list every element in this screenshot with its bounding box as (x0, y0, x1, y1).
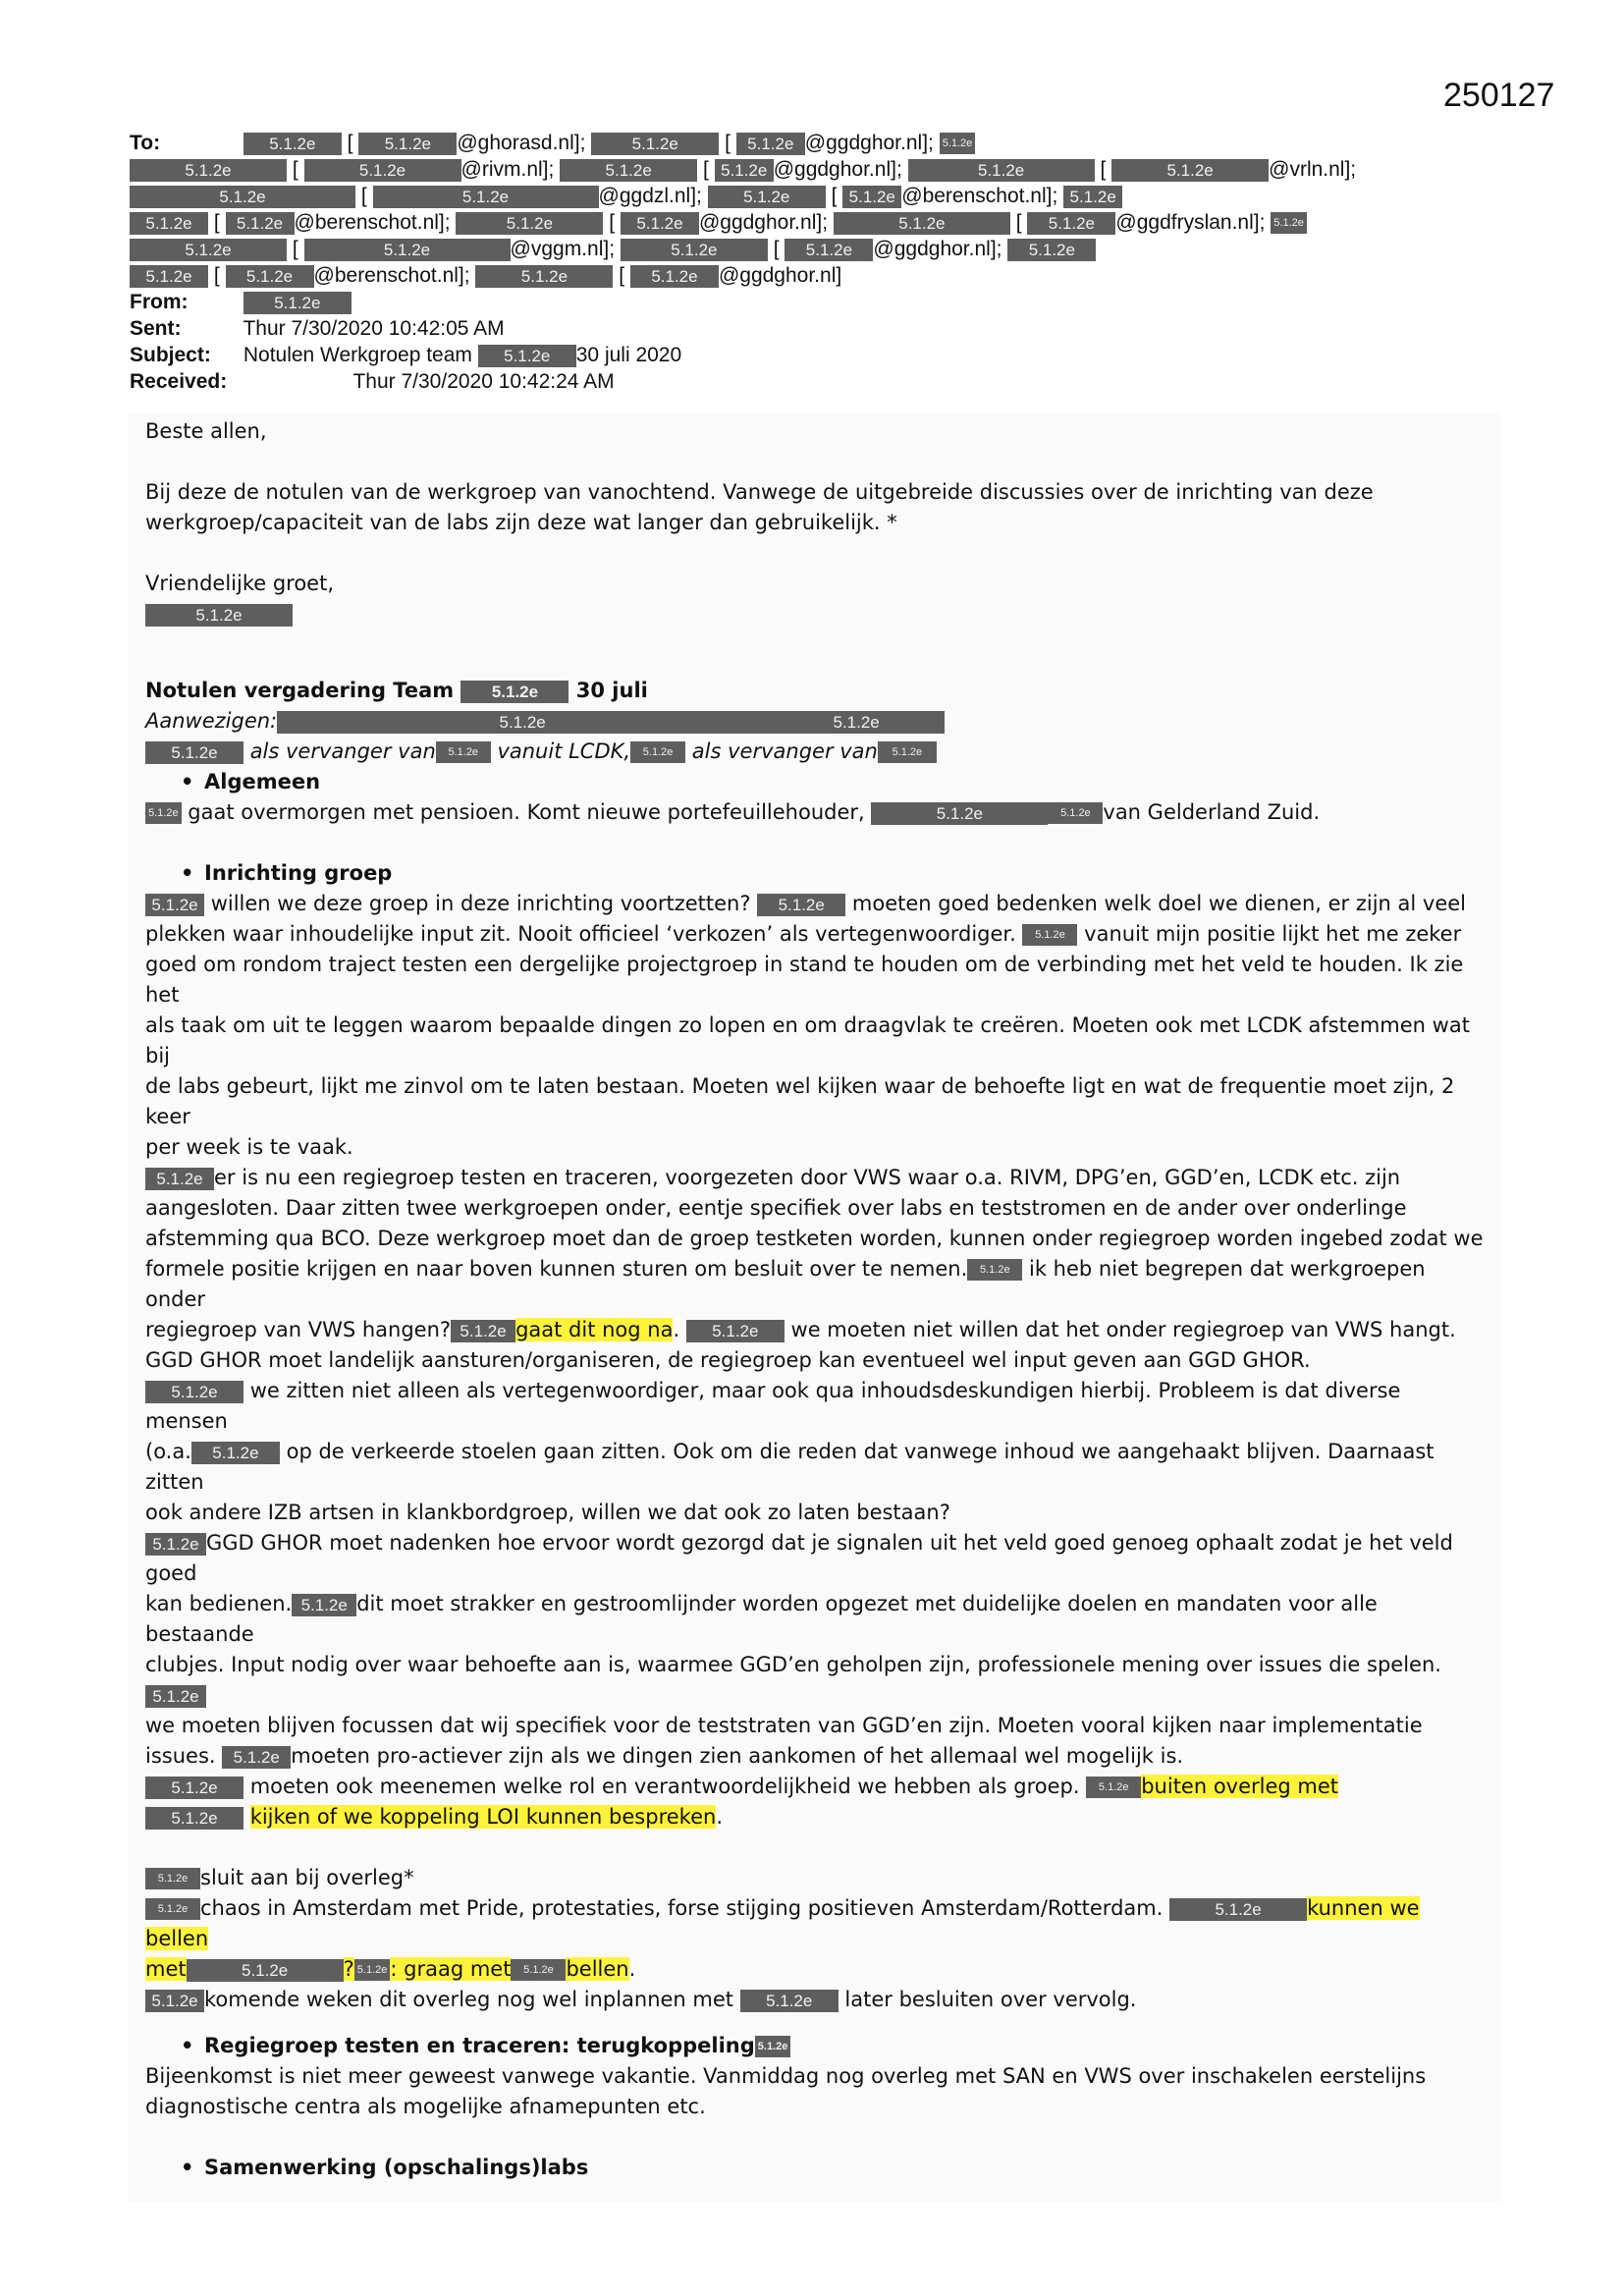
redaction: 5.1.2e (908, 159, 1095, 182)
paragraph-line: we moeten blijven focussen dat wij specifiek voor de teststraten van GGD’en zijn. Moeten vooral kijken naar implementatie (145, 1714, 1423, 1737)
email-domain: @ggdghor.nl]; (773, 158, 902, 181)
intro-line: werkgroep/capaciteit van de labs zijn deze wat langer dan gebruikelijk. * (145, 511, 897, 534)
paragraph-line: goed om rondom traject testen een dergelijke projectgroep in stand te houden om de verbinding met het veld te houden. Ik zie het (145, 953, 1464, 1007)
paragraph-line: issues. 5.1.2e moeten pro-actiever zijn als we dingen zien aankomen of het allemaal wel mogelijk is. (145, 1744, 1184, 1768)
redaction: 5.1.2e (460, 681, 568, 703)
redaction: 5.1.2e (621, 239, 768, 261)
redaction: 5.1.2e (768, 711, 945, 734)
redaction: 5.1.2e (145, 1777, 244, 1799)
paragraph-line: 5.1.2e gaat overmorgen met pensioen. Komt nieuwe portefeuillehouder, 5.1.2e 5.1.2e van Gelderland Zuid. (145, 797, 1485, 828)
redaction: 5.1.2e (145, 894, 204, 916)
redaction: 5.1.2e (736, 133, 805, 155)
redaction: 5.1.2e (373, 186, 599, 208)
redaction: 5.1.2e (757, 894, 845, 916)
redaction: 5.1.2e (1111, 159, 1269, 182)
redaction: 5.1.2e (1271, 212, 1307, 234)
redaction: 5.1.2e (842, 186, 901, 208)
redaction: 5.1.2e (834, 212, 1010, 235)
redaction: 5.1.2e (354, 1959, 391, 1981)
redaction: 5.1.2e (715, 159, 774, 182)
redaction: 5.1.2e (871, 802, 1048, 825)
redaction: 5.1.2e (785, 239, 873, 261)
redaction: 5.1.2e (686, 1320, 785, 1342)
redaction: 5.1.2e (145, 1868, 200, 1889)
section-heading-algemeen: • Algemeen (145, 767, 1485, 797)
redaction: 5.1.2e (244, 133, 342, 155)
closing: Vriendelijke groet, (145, 572, 335, 595)
highlighted-text: bellen (566, 1957, 629, 1981)
email-body (128, 412, 1502, 2203)
redaction: 5.1.2e (226, 212, 295, 235)
paragraph-line: aangesloten. Daar zitten twee werkgroepen onder, eentje specifiek over labs en teststromen en de ander over onderlinge (145, 1196, 1407, 1220)
redaction: 5.1.2e (456, 212, 603, 235)
redaction: 5.1.2e (591, 133, 719, 155)
to-line-1: To: 5.1.2e [ 5.1.2e @ghorasd.nl]; 5.1.2e [ 5.1.2e @ggdghor.nl]; 5.1.2e (130, 130, 1504, 156)
redaction: 5.1.2e (130, 159, 287, 182)
redaction: 5.1.2e (630, 265, 719, 288)
redaction: 5.1.2e (940, 133, 976, 154)
redaction: 5.1.2e (1086, 1777, 1141, 1798)
redaction: 5.1.2e (436, 741, 491, 763)
email-domain: @vggm.nl]; (510, 238, 616, 260)
redaction: 5.1.2e (967, 1259, 1022, 1281)
highlighted-text: met (145, 1957, 187, 1981)
redaction: 5.1.2e (145, 1807, 244, 1830)
redaction: 5.1.2e (1169, 1898, 1307, 1921)
email-domain: @rivm.nl]; (460, 158, 555, 181)
redaction: 5.1.2e (358, 133, 457, 155)
sent-value: Thur 7/30/2020 10:42:05 AM (243, 317, 505, 340)
to-line-2: 5.1.2e [ 5.1.2e @rivm.nl]; 5.1.2e [ 5.1.2e @ggdghor.nl]; 5.1.2e [ 5.1.2e @vrln.nl]; (130, 156, 1504, 183)
redaction: 5.1.2e (1027, 212, 1115, 235)
to-line-3: 5.1.2e [ 5.1.2e @ggdzl.nl]; 5.1.2e [ 5.1.2e @berenschot.nl]; 5.1.2e (130, 183, 1504, 209)
paragraph-line: ook andere IZB artsen in klankbordgroep, willen we dat ook zo laten bestaan? (145, 1501, 950, 1524)
from-label: From: (130, 291, 189, 313)
received-label: Received: (130, 370, 228, 393)
paragraph-line: plekken waar inhoudelijke input zit. Nooit officieel ‘verkozen’ als vertegenwoordiger. 5.1.2e vanuit mijn positie lijkt het me zeker (145, 922, 1462, 946)
from-line (130, 289, 1504, 315)
redaction: 5.1.2e (630, 741, 685, 763)
redaction: 5.1.2e (708, 186, 826, 208)
paragraph-line: 5.1.2e moeten ook meenemen welke rol en verantwoordelijkheid we hebben als groep. 5.1.2e buiten overleg met (145, 1772, 1485, 1802)
redaction: 5.1.2e (145, 1168, 214, 1190)
email-domain: @berenschot.nl]; (901, 185, 1058, 207)
redaction: 5.1.2e (1048, 802, 1103, 824)
paragraph-line: formele positie krijgen en naar boven kunnen sturen om besluit over te nemen. 5.1.2e ik heb niet begrepen dat werkgroepen onder (145, 1257, 1426, 1311)
redaction: 5.1.2e (478, 345, 576, 367)
document-id: 250127 (1443, 77, 1555, 114)
paragraph-line: regiegroep van VWS hangen? 5.1.2e gaat dit nog na. 5.1.2e we moeten niet willen dat het onder regiegroep van VWS hangt. (145, 1318, 1456, 1341)
paragraph-line: Bijeenkomst is niet meer geweest vanwege vakantie. Vanmiddag nog overleg met SAN en VWS over inschakelen eerstelijns (145, 2064, 1427, 2088)
redaction: 5.1.2e (292, 1594, 356, 1616)
subject-suffix: 30 juli 2020 (575, 344, 682, 366)
paragraph-line: 5.1.2e we zitten niet alleen als vertegenwoordiger, maar ook qua inhoudsdeskundigen hierbij. Probleem is dat diverse mensen (145, 1379, 1401, 1433)
redaction: 5.1.2e (130, 265, 208, 288)
substitutes-line: 5.1.2e als vervanger van 5.1.2e vanuit LCDK, 5.1.2e als vervanger van 5.1.2e (145, 737, 1485, 767)
paragraph-line: GGD GHOR moet landelijk aansturen/organiseren, de regiegroep kan eventueel wel input geven aan GGD GHOR. (145, 1348, 1311, 1372)
email-domain: @berenschot.nl]; (313, 264, 470, 287)
redaction: 5.1.2e (560, 159, 697, 182)
paragraph-line: als taak om uit te leggen waarom bepaalde dingen zo lopen en om draagvlak te creëren. Moeten ook met LCDK afstemmen wat bij (145, 1013, 1470, 1067)
to-label: To: (130, 132, 161, 154)
signature-redaction: 5.1.2e (145, 604, 293, 627)
email-domain: @ghorasd.nl]; (457, 132, 586, 154)
paragraph-line: 5.1.2e chaos in Amsterdam met Pride, protestaties, forse stijging positieven Amsterdam/Rotterdam. 5.1.2e kunnen we bellen (145, 1896, 1420, 1950)
redaction: 5.1.2e (740, 1990, 839, 2012)
section-heading-inrichting: • Inrichting groep (145, 858, 1485, 889)
email-domain: @ggdzl.nl]; (598, 185, 702, 207)
paragraph-line: 5.1.2e komende weken dit overleg nog wel inplannen met 5.1.2e later besluiten over vervolg. (145, 1985, 1485, 2015)
redaction: 5.1.2e (451, 1320, 515, 1342)
redaction: 5.1.2e (187, 1959, 344, 1982)
redaction: 5.1.2e (226, 265, 314, 288)
email-domain: @ggdghor.nl] (718, 264, 842, 287)
paragraph-line: 5.1.2e GGD GHOR moet nadenken hoe ervoor wordt gezorgd dat je signalen uit het veld goed genoeg ophaalt zodat je het veld goed (145, 1531, 1453, 1585)
sent-label: Sent: (130, 317, 182, 340)
highlighted-text: : graag met (390, 1957, 512, 1981)
redaction: 5.1.2e (755, 2036, 791, 2057)
redaction: 5.1.2e (145, 1533, 206, 1556)
redaction: 5.1.2e (145, 1381, 244, 1403)
redaction: 5.1.2e (475, 265, 613, 288)
redaction: 5.1.2e (130, 239, 287, 261)
highlighted-text: buiten overleg met (1141, 1775, 1339, 1798)
paragraph-line: de labs gebeurt, lijkt me zinvol om te laten bestaan. Moeten wel kijken waar de behoefte ligt en wat de frequentie moet zijn, 2 keer (145, 1074, 1455, 1128)
paragraph-line: clubjes. Input nodig over waar behoefte aan is, waarmee GGD’en geholpen zijn, professionele mening over issues die spelen.5.1.2e (145, 1653, 1441, 1706)
received-line (130, 368, 1504, 395)
subject-line (130, 342, 1504, 368)
redaction: 5.1.2e (1022, 924, 1077, 946)
redaction: 5.1.2e (277, 711, 768, 734)
to-line-5: 5.1.2e [ 5.1.2e @vggm.nl]; 5.1.2e [ 5.1.2e @ggdghor.nl]; 5.1.2e (130, 236, 1504, 262)
section-heading-labs: • Samenwerking (opschalings)labs (145, 2153, 1485, 2183)
redaction: 5.1.2e (145, 1990, 204, 2012)
redaction: 5.1.2e (145, 1898, 200, 1920)
redaction: 5.1.2e (621, 212, 699, 235)
minutes-title: Notulen vergadering Team 5.1.2e 30 juli (145, 679, 648, 702)
subject-prefix: Notulen Werkgroep team (243, 344, 472, 366)
email-domain: @berenschot.nl]; (294, 211, 451, 234)
redaction: 5.1.2e (191, 1442, 280, 1464)
subject-label: Subject: (130, 344, 211, 366)
greeting: Beste allen, (145, 419, 267, 443)
intro-line: Bij deze de notulen van de werkgroep van vanochtend. Vanwege de uitgebreide discussies over de inrichting van deze (145, 480, 1374, 504)
redaction: 5.1.2e (145, 802, 182, 824)
paragraph-line: per week is te vaak. (145, 1135, 353, 1159)
redaction: 5.1.2e (304, 239, 511, 261)
redaction: 5.1.2e (304, 159, 461, 182)
redaction: 5.1.2e (222, 1746, 291, 1769)
email-domain: @ggdfryslan.nl]; (1115, 211, 1266, 234)
attendees-line: Aanwezigen: 5.1.2e 5.1.2e (145, 706, 1485, 737)
sent-line (130, 315, 1504, 342)
paragraph-line: 5.1.2e willen we deze groep in deze inrichting voortzetten? 5.1.2e moeten goed bedenken welk doel we dienen, er zijn al veel (145, 889, 1485, 919)
paragraph-line: (o.a. 5.1.2e op de verkeerde stoelen gaan zitten. Ook om die reden dat vanwege inhoud we aangehaakt blijven. Daarnaast zitten (145, 1440, 1435, 1494)
to-line-6: 5.1.2e [ 5.1.2e @berenschot.nl]; 5.1.2e [ 5.1.2e @ggdghor.nl] (130, 262, 1504, 289)
highlighted-text: gaat dit nog na (515, 1318, 674, 1341)
email-domain: @ggdghor.nl]; (698, 211, 829, 234)
section-heading-regiegroep: • Regiegroep testen en traceren: terugkoppeling 5.1.2e (145, 2031, 1485, 2061)
paragraph-line: kan bedienen. 5.1.2e dit moet strakker en gestroomlijnder worden opgezet met duidelijke doelen en mandaten voor alle bestaande (145, 1592, 1378, 1646)
to-line-4: 5.1.2e [ 5.1.2e @berenschot.nl]; 5.1.2e [ 5.1.2e @ggdghor.nl]; 5.1.2e [ 5.1.2e @ggdfryslan.nl]; 5.1.2e (130, 209, 1504, 236)
redaction: 5.1.2e (244, 292, 352, 314)
redaction: 5.1.2e (130, 186, 355, 208)
email-header (130, 130, 1504, 395)
redaction: 5.1.2e (1063, 186, 1122, 208)
received-value: Thur 7/30/2020 10:42:24 AM (352, 370, 615, 393)
redaction: 5.1.2e (878, 741, 937, 763)
paragraph-line: diagnostische centra als mogelijke afnamepunten etc. (145, 2095, 706, 2118)
paragraph-line: afstemming qua BCO. Deze werkgroep moet dan de groep testketen worden, kunnen onder regiegroep worden ingebed zodat we (145, 1227, 1484, 1250)
paragraph-line: met 5.1.2e ? 5.1.2e : graag met 5.1.2e bellen. (145, 1957, 636, 1981)
redaction: 5.1.2e (130, 212, 208, 235)
highlighted-text: kijken of we koppeling LOI kunnen bespreken (249, 1805, 717, 1829)
email-domain: @vrln.nl]; (1269, 158, 1357, 181)
paragraph-line: 5.1.2e kijken of we koppeling LOI kunnen bespreken. (145, 1802, 1485, 1832)
paragraph-line: 5.1.2e sluit aan bij overleg* (145, 1863, 1485, 1893)
redaction: 5.1.2e (145, 1685, 206, 1708)
highlighted-text: kunnen we bellen (145, 1896, 1420, 1950)
email-domain: @ggdghor.nl]; (804, 132, 934, 154)
redaction: 5.1.2e (1007, 239, 1096, 261)
email-domain: @ggdghor.nl]; (873, 238, 1002, 260)
redaction: 5.1.2e (511, 1959, 566, 1981)
paragraph-line: 5.1.2e er is nu een regiegroep testen en traceren, voorgezeten door VWS waar o.a. RIVM, DPG’en, GGD’en, LCDK etc. zijn (145, 1163, 1485, 1193)
redaction: 5.1.2e (145, 741, 244, 764)
